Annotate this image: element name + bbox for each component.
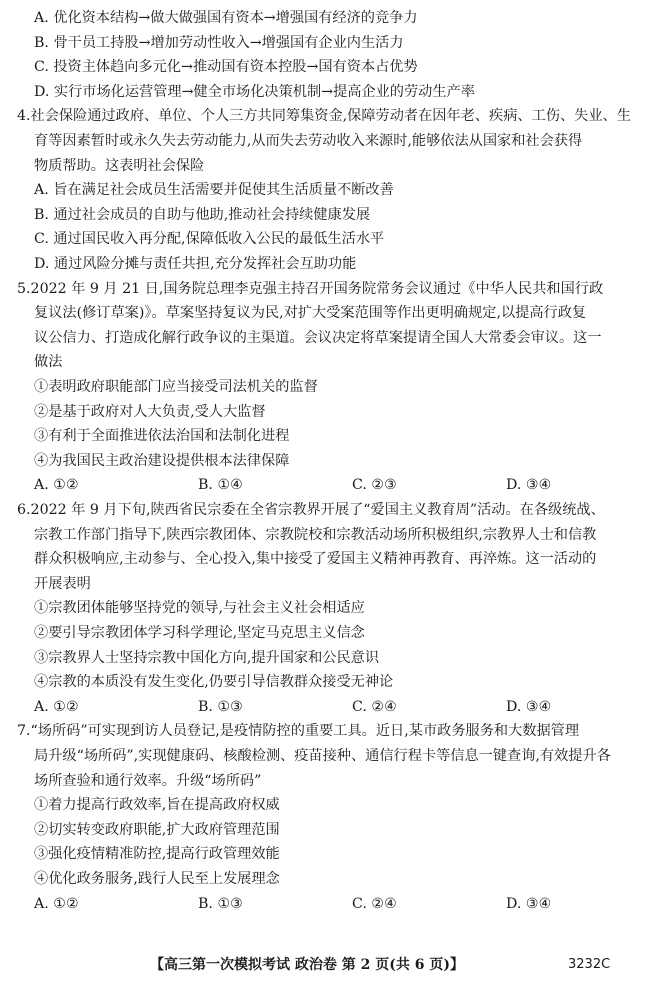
q5-stem-line-1: 5.2022 年 9 月 21 日,国务院总理李克强主持召开国务院常务会议通过《中华人民共和国行政 (17, 280, 604, 297)
q6-choice-a: A. ①② (34, 698, 79, 715)
q4-option-d: D. 通过风险分摊与责任共担,充分发挥社会互助功能 (34, 256, 357, 272)
q7-statement-3: ③强化疫情精准防控,提高行政管理效能 (34, 846, 280, 863)
q3-option-c: C. 投资主体趋向多元化→推动国有资本控股→国有资本占优势 (34, 59, 418, 76)
q5-choice-b: B. ①④ (198, 477, 243, 494)
q3-option-a: A. 优化资本结构→做大做强国有资本→增强国有经济的竞争力 (34, 10, 418, 26)
q6-stem-line-1: 6.2022 年 9 月下旬,陕西省民宗委在全省宗教界开展了“爱国主义教育周”活动。在各级统战、 (17, 502, 605, 518)
q7-statement-1: ①着力提高行政效率,旨在提高政府权威 (34, 797, 280, 814)
q7-stem-line-1: 7.“场所码”可实现到访人员登记,是疫情防控的重要工具。近日,某市政务服务和大数据管理 (17, 723, 580, 740)
q4-option-b: B. 通过社会成员的自助与他助,推动社会持续健康发展 (34, 206, 371, 223)
page-footer (0, 955, 648, 975)
q4-stem-line-1: 4.社会保险通过政府、单位、个人三方共同筹集资金,保障劳动者在因年老、疾病、工伤、失业、生 (17, 108, 631, 125)
q4-option-a: A. 旨在满足社会成员生活需要并促使其生活质量不断改善 (34, 182, 394, 199)
q5-statement-4: ④为我国民主政治建设提供根本法律保障 (34, 452, 290, 469)
q3-option-b: B. 骨干员工持股→增加劳动性收入→增强国有企业内生活力 (34, 34, 404, 51)
q7-choice-c: C. ②④ (352, 895, 397, 912)
q5-choice-a: A. ①② (34, 477, 79, 494)
q6-statement-2: ②要引导宗教团体学习科学理论,坚定马克思主义信念 (34, 625, 365, 641)
q5-statement-3: ③有利于全面推进依法治国和法制化进程 (34, 428, 290, 445)
q5-stem-line-4: 做法 (34, 354, 63, 371)
q7-choice-a: A. ①② (34, 895, 79, 912)
q6-statement-1: ①宗教团体能够坚持党的领导,与社会主义社会相适应 (34, 600, 365, 617)
q6-choice-d: D. ③④ (506, 698, 552, 715)
q7-choice-b: B. ①③ (198, 895, 243, 912)
footer-page-info: 【高三第一次模拟考试 政治卷 第 2 页(共 6 页)】 (150, 957, 464, 973)
q4-stem-line-3: 物质帮助。这表明社会保险 (34, 157, 205, 174)
q7-stem-line-2: 局升级“场所码”,实现健康码、核酸检测、疫苗接种、通信行程卡等信息一键查询,有效提升各 (34, 748, 611, 764)
q4-option-c: C. 通过国民收入再分配,保障低收入公民的最低生活水平 (34, 231, 385, 248)
q7-stem-line-3: 场所查验和通行效率。升级“场所码” (34, 772, 262, 789)
q6-choice-c: C. ②④ (352, 698, 397, 715)
q6-statement-4: ④宗教的本质没有发生变化,仍要引导信教群众接受无神论 (34, 674, 394, 691)
q5-choice-d: D. ③④ (506, 477, 552, 494)
q3-option-d: D. 实行市场化运营管理→健全市场化决策机制→提高企业的劳动生产率 (34, 83, 475, 100)
q4-stem-line-2: 育等因素暂时或永久失去劳动能力,从而失去劳动收入来源时,能够依法从国家和社会获得 (34, 133, 583, 149)
q7-choice-d: D. ③④ (506, 895, 552, 912)
q5-statement-2: ②是基于政府对人大负责,受人大监督 (34, 403, 266, 420)
q7-statement-2: ②切实转变政府职能,扩大政府管理范围 (34, 821, 280, 838)
q5-choice-c: C. ②③ (352, 477, 397, 494)
q6-statement-3: ③宗教界人士坚持宗教中国化方向,提升国家和公民意识 (34, 649, 380, 666)
q5-statement-1: ①表明政府职能部门应当接受司法机关的监督 (34, 379, 318, 395)
q6-choice-b: B. ①③ (198, 698, 243, 715)
q5-stem-line-3: 议公信力、打造成化解行政争议的主渠道。会议决定将草案提请全国人大常委会审议。这一 (34, 329, 602, 346)
footer-exam-code: 3232C (568, 957, 611, 972)
q6-stem-line-2: 宗教工作部门指导下,陕西宗教团体、宗教院校和宗教活动场所积极组织,宗教界人士和信教 (34, 526, 597, 543)
q7-statement-4: ④优化政务服务,践行人民至上发展理念 (34, 871, 280, 887)
q6-stem-line-4: 开展表明 (34, 575, 91, 592)
q6-stem-line-3: 群众积极响应,主动参与、全心投入,集中接受了爱国主义精神再教育、再淬炼。这一活动的 (34, 551, 597, 568)
q5-stem-line-2: 复议法(修订草案)》。草案坚持复议为民,对扩大受案范围等作出更明确规定,以提高行政复 (34, 305, 587, 322)
